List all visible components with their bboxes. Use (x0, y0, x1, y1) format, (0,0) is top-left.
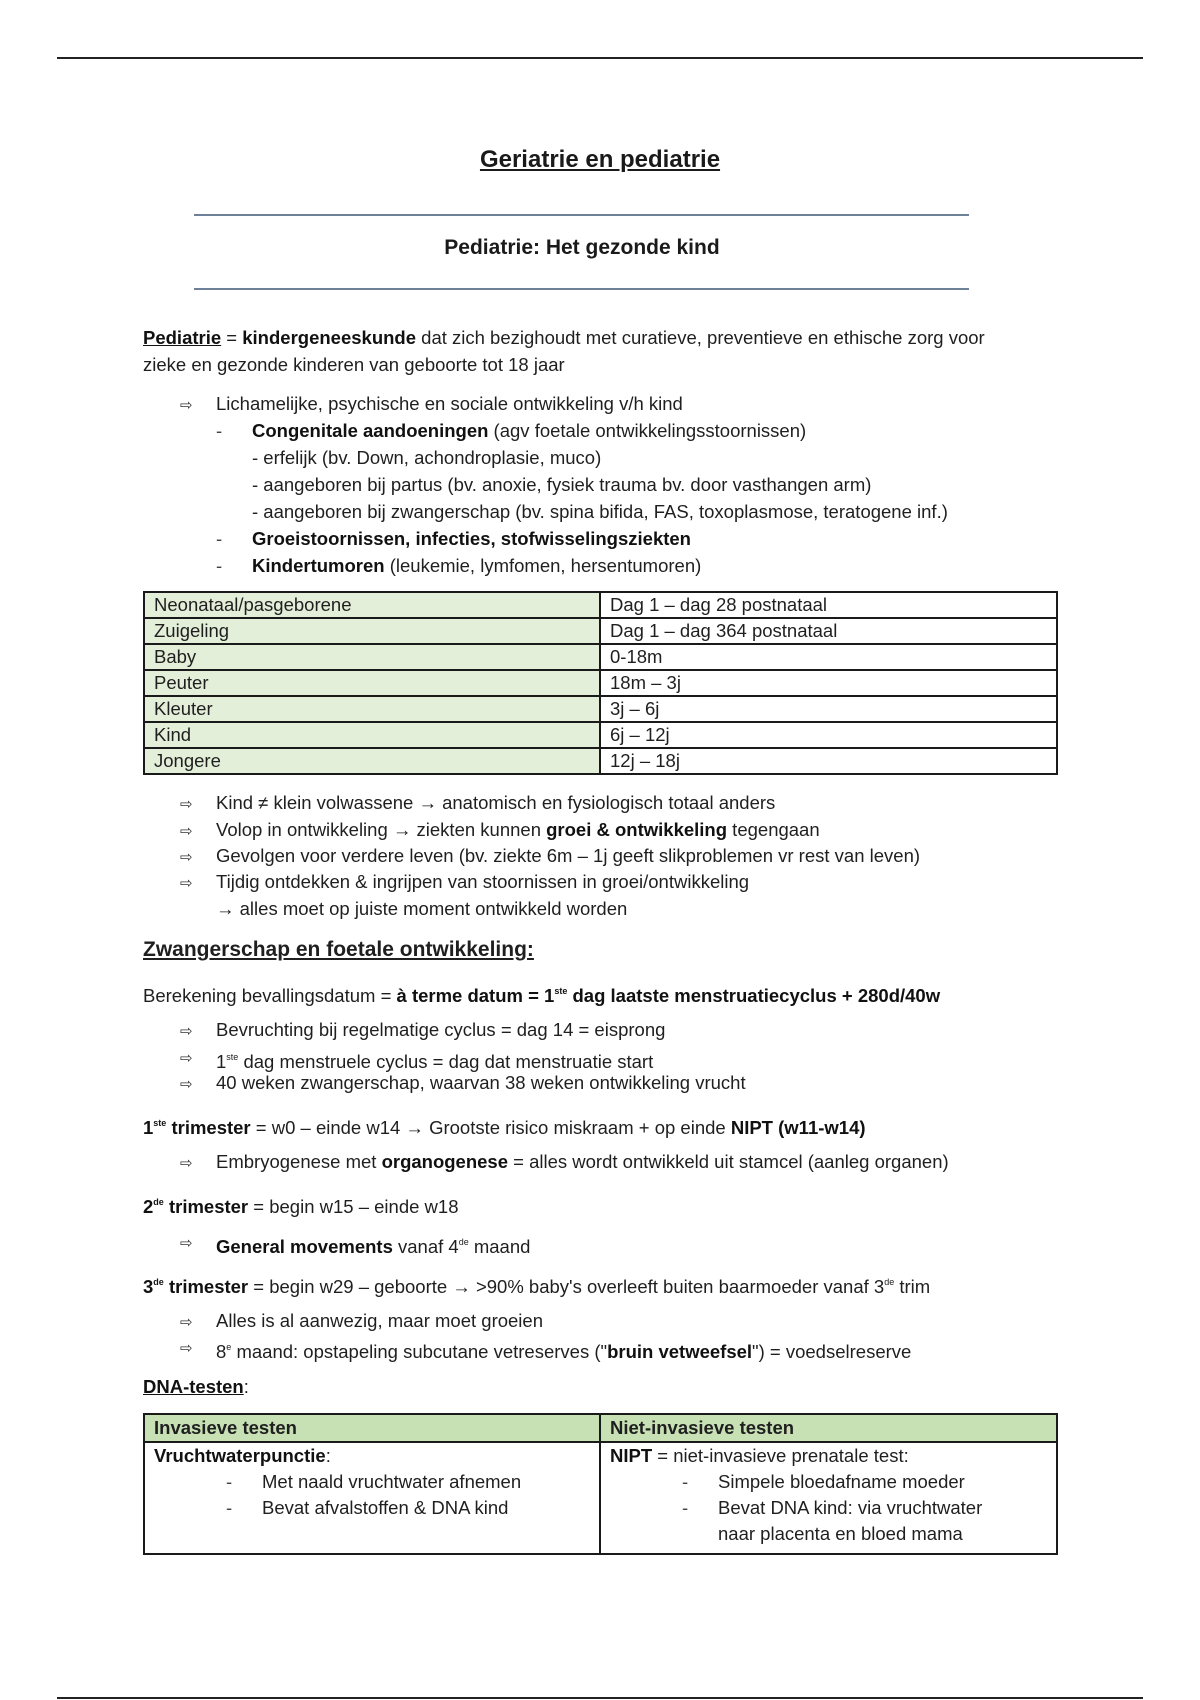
trimester-sup: ste (153, 1118, 167, 1128)
due-date-calc (143, 978, 940, 1009)
age-label: Neonataal/pasgeborene (144, 592, 600, 618)
age-label: Jongere (144, 748, 600, 774)
calc-bold: à terme datum = 1 (396, 985, 555, 1006)
arrow-icon: ⇨ (180, 849, 193, 866)
trimester-rest: = begin w15 – einde w18 (248, 1196, 459, 1217)
trimester-3-item (180, 1334, 912, 1362)
sub-item-rest: (leukemie, lymfomen, hersentumoren) (384, 555, 702, 576)
trimester-num: 2 (143, 1196, 154, 1217)
item-bold: groei & ontwikkeling (546, 819, 728, 840)
intro-line-1 (143, 325, 985, 351)
table-row (144, 696, 1057, 722)
age-label: Baby (144, 644, 600, 670)
item-text: tegengaan (727, 819, 820, 840)
invasive-cell (144, 1442, 600, 1554)
age-range: 12j – 18j (600, 748, 1057, 774)
age-range: 18m – 3j (600, 670, 1057, 696)
item-text: vanaf 4 (392, 1236, 459, 1257)
cell-list-item (154, 1469, 590, 1495)
item-text: 40 weken zwangerschap, waarvan 38 weken ontwikkeling vrucht (216, 1072, 746, 1093)
item-text: Alles is al aanwezig, maar moet groeien (216, 1310, 543, 1331)
trimester-2 (143, 1189, 458, 1220)
cell-title: Vruchtwaterpunctie (154, 1445, 326, 1466)
item-text: Bevat afvalstoffen & DNA kind (262, 1497, 509, 1518)
age-range: Dag 1 – dag 364 postnataal (600, 618, 1057, 644)
intro-eq: = (221, 327, 243, 348)
item-text: ") = voedselreserve (752, 1341, 912, 1362)
after-table-item (180, 817, 820, 845)
cell-title-suffix: = niet-invasieve prenatale test: (652, 1445, 909, 1466)
item-bold: organogenese (381, 1151, 509, 1172)
arrow-icon: ⇨ (180, 1076, 193, 1093)
trimester-sup: de (153, 1277, 164, 1287)
age-range: 6j – 12j (600, 722, 1057, 748)
dash-icon: - (682, 1497, 689, 1518)
sub-item-tumors (216, 553, 702, 579)
section-heading-pregnancy (143, 937, 534, 963)
arrow-icon: ⇨ (180, 875, 193, 892)
dash-icon: - (226, 1497, 233, 1518)
heading-suffix: : (243, 1376, 249, 1397)
table-row (144, 644, 1057, 670)
item-text: dag menstruele cyclus = dag dat menstruatie start (238, 1051, 654, 1072)
trimester-num: 1 (143, 1117, 154, 1138)
table-header-row (144, 1414, 1057, 1442)
age-label: Peuter (144, 670, 600, 696)
age-label: Zuigeling (144, 618, 600, 644)
congenital-detail: - aangeboren bij zwangerschap (bv. spina bifida, FAS, toxoplasmose, teratogene inf.) (252, 501, 948, 522)
item-text: Gevolgen voor verdere leven (bv. ziekte 6m – 1j geeft slikproblemen vr rest van leven) (216, 845, 921, 866)
arrow-icon: ⇨ (180, 397, 193, 414)
heading-text: DNA-testen (143, 1376, 244, 1397)
calc-item (180, 1070, 746, 1098)
page-bottom-rule (57, 1697, 1143, 1699)
item-text: Bevat DNA kind: via vruchtwater naar placenta en bloed mama (718, 1497, 983, 1544)
development-arrow-item (180, 391, 683, 419)
trimester-label: trimester (163, 1196, 249, 1217)
trimester-bold: NIPT (w11-w14) (730, 1117, 866, 1138)
item-text: 8 (216, 1341, 227, 1362)
arrow-icon: ⇨ (180, 1050, 193, 1067)
non-invasive-cell (600, 1442, 1057, 1554)
item-text: Simpele bloedafname moeder (718, 1471, 965, 1492)
cell-title: NIPT (610, 1445, 653, 1466)
trimester-label: trimester (166, 1117, 251, 1138)
cell-list-item (154, 1495, 590, 1521)
dna-tests-table (143, 1413, 1058, 1555)
item-sup: e (226, 1342, 232, 1352)
trimester-1 (143, 1110, 866, 1141)
trimester-2-item (180, 1229, 531, 1257)
congenital-detail: - erfelijk (bv. Down, achondroplasie, muco) (252, 447, 602, 468)
item-text: = alles wordt ontwikkeld uit stamcel (aanleg organen) (508, 1151, 949, 1172)
table-row (144, 722, 1057, 748)
age-label: Kleuter (144, 696, 600, 722)
sub-item-bold: Kindertumoren (252, 555, 385, 576)
table-row (144, 592, 1057, 618)
sub-item-bold: Congenitale aandoeningen (252, 420, 489, 441)
table-row (144, 1442, 1057, 1554)
arrow-icon: ⇨ (180, 1340, 193, 1357)
arrow-icon: ⇨ (180, 796, 193, 813)
arrow-icon: ⇨ (180, 1023, 193, 1040)
trimester-rest: trim (894, 1276, 931, 1297)
item-bold: General movements (216, 1236, 393, 1257)
item-bold: bruin vetweefsel (607, 1341, 753, 1362)
table-row (144, 670, 1057, 696)
trimester-3 (143, 1269, 930, 1300)
dash-icon: - (216, 528, 223, 549)
cell-list-item (610, 1469, 1047, 1495)
page-top-rule (57, 57, 1143, 59)
trimester-num: 3 (143, 1276, 154, 1297)
arrow-icon: ⇨ (180, 1155, 193, 1172)
age-range: 3j – 6j (600, 696, 1057, 722)
trimester-sup: de (884, 1277, 895, 1287)
after-table-item (180, 843, 921, 871)
heading-text: Zwangerschap en foetale ontwikkeling: (143, 938, 534, 961)
age-range: 0-18m (600, 644, 1057, 670)
section-heading-dna (143, 1374, 249, 1400)
sub-item-bold: Groeistoornissen, infecties, stofwisselingsziekten (252, 528, 691, 549)
intro-term: Pediatrie (143, 327, 222, 348)
calc-bold: dag laatste menstruatiecyclus + 280d/40w (567, 985, 941, 1006)
table-row (144, 618, 1057, 644)
dash-icon: - (226, 1471, 233, 1492)
column-header-non-invasive: Niet-invasieve testen (600, 1414, 1057, 1442)
dash-icon: - (682, 1471, 689, 1492)
sub-item-growth (216, 526, 691, 552)
dash-icon: - (216, 420, 223, 441)
item-sup: ste (226, 1052, 239, 1062)
item-text: maand: opstapeling subcutane vetreserves (" (231, 1341, 608, 1362)
calc-pre: Berekening bevallingsdatum = (143, 985, 397, 1006)
item-text: 1 (216, 1051, 227, 1072)
trimester-label: trimester (163, 1276, 249, 1297)
item-text: Kind ≠ klein volwassene → anatomisch en fysiologisch totaal anders (216, 792, 776, 813)
sub-item-congenital (216, 418, 807, 444)
dash-icon: - (216, 555, 223, 576)
document-subtitle: Pediatrie: Het gezonde kind (444, 236, 720, 259)
age-label: Kind (144, 722, 600, 748)
congenital-detail: - aangeboren bij partus (bv. anoxie, fysiek trauma bv. door vasthangen arm) (252, 474, 872, 495)
item-text: Tijdig ontdekken & ingrijpen van stoornissen in groei/ontwikkeling (216, 871, 750, 892)
age-range: Dag 1 – dag 28 postnataal (600, 592, 1057, 618)
intro-term-bold: kindergeneeskunde (242, 327, 417, 348)
calc-sup: ste (554, 986, 568, 996)
intro-rest: dat zich bezighoudt met curatieve, preventieve en ethische zorg voor (416, 327, 985, 348)
continuation-line: → alles moet op juiste moment ontwikkeld worden (216, 898, 628, 919)
age-table (143, 591, 1058, 775)
item-text: Lichamelijke, psychische en sociale ontwikkeling v/h kind (216, 393, 683, 414)
calc-item (180, 1017, 666, 1045)
document-title: Geriatrie en pediatrie (479, 146, 721, 173)
after-table-item (180, 790, 776, 818)
after-table-item (180, 869, 750, 897)
item-sup: de (458, 1237, 469, 1247)
trimester-rest: = begin w29 – geboorte → >90% baby's overleeft buiten baarmoeder vanaf 3 (248, 1276, 885, 1297)
sub-item-rest: (agv foetale ontwikkelingsstoornissen) (488, 420, 807, 441)
item-text: Met naald vruchtwater afnemen (262, 1471, 522, 1492)
column-header-invasive: Invasieve testen (144, 1414, 600, 1442)
cell-list-item (610, 1495, 1047, 1547)
trimester-1-item (180, 1149, 949, 1177)
item-text: maand (468, 1236, 531, 1257)
table-row (144, 748, 1057, 774)
item-text: Volop in ontwikkeling → ziekten kunnen (216, 819, 547, 840)
arrow-icon: ⇨ (180, 1235, 193, 1252)
trimester-3-item (180, 1308, 543, 1336)
trimester-sup: de (153, 1197, 164, 1207)
intro-line-2: zieke en gezonde kinderen van geboorte tot 18 jaar (143, 354, 565, 375)
cell-title-suffix: : (325, 1445, 331, 1466)
trimester-rest: = w0 – einde w14 → Grootste risico miskraam + op einde (250, 1117, 731, 1138)
item-text: Embryogenese met (216, 1151, 382, 1172)
item-text: Bevruchting bij regelmatige cyclus = dag 14 = eisprong (216, 1019, 666, 1040)
arrow-icon: ⇨ (180, 1314, 193, 1331)
calc-item (180, 1044, 654, 1072)
arrow-icon: ⇨ (180, 823, 193, 840)
